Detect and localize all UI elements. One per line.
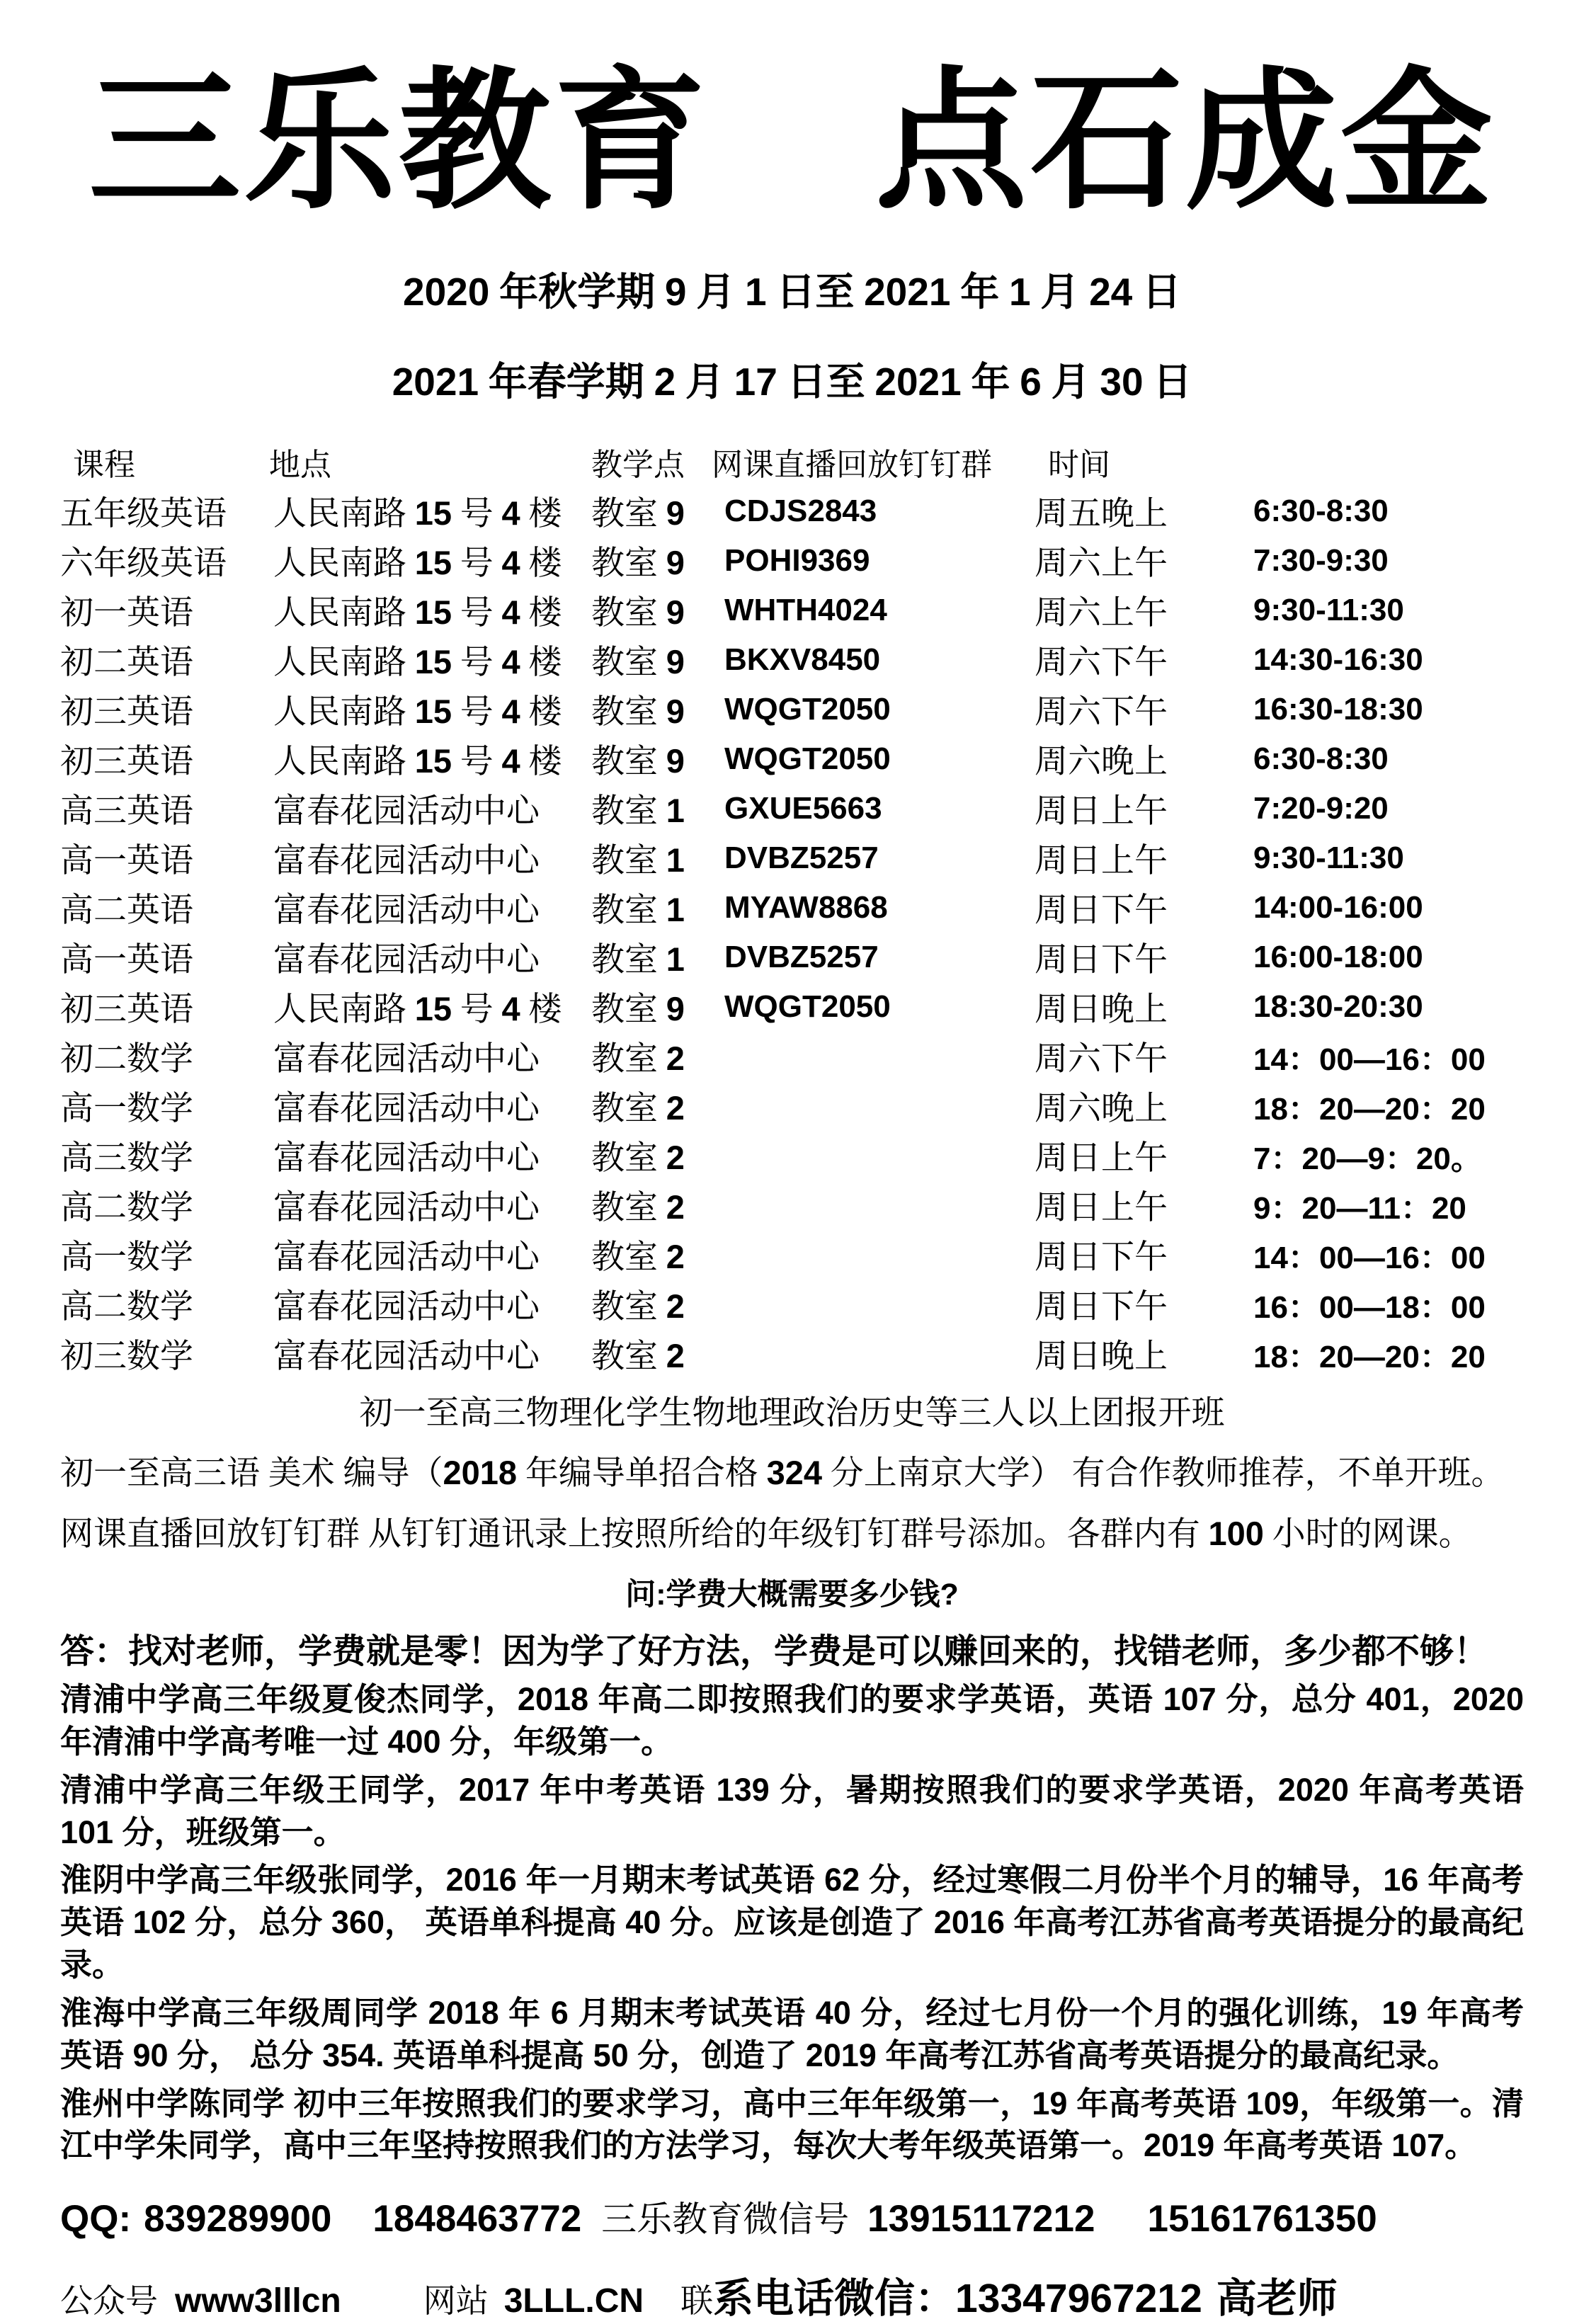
classroom-cell: 教室 2 bbox=[591, 1337, 685, 1375]
header-location: 地点 bbox=[269, 447, 331, 482]
classroom-cell: 教室 9 bbox=[591, 593, 685, 632]
time-cell: 9：20—11：20 bbox=[1253, 1190, 1466, 1226]
course-cell: 高二数学 bbox=[60, 1190, 193, 1226]
phone-label-prefix: 联 bbox=[680, 2282, 714, 2320]
day-cell: 周六晚上 bbox=[1035, 1090, 1168, 1127]
time-cell: 14:30-16:30 bbox=[1253, 642, 1423, 677]
day-cell: 周日晚上 bbox=[1035, 991, 1168, 1028]
wechat-number: 15161761350 bbox=[1147, 2198, 1377, 2240]
course-cell: 初三英语 bbox=[60, 694, 193, 731]
course-cell: 高三英语 bbox=[60, 793, 193, 830]
location-cell: 富春花园活动中心 bbox=[273, 1239, 540, 1276]
day-cell: 周六晚上 bbox=[1035, 744, 1168, 780]
time-cell: 16:00-18:00 bbox=[1253, 939, 1423, 974]
tuition-answer: 答：找对老师，学费就是零！因为学了好方法，学费是可以赚回来的，找错老师，多少都不够！ bbox=[60, 1633, 1488, 1670]
time-cell: 7:20-9:20 bbox=[1253, 790, 1389, 826]
classroom-cell: 教室 9 bbox=[591, 742, 685, 780]
course-cell: 高一数学 bbox=[60, 1090, 193, 1127]
table-row bbox=[60, 883, 1524, 933]
dingtalk-group-cell: WQGT2050 bbox=[724, 741, 891, 776]
day-cell: 周日下午 bbox=[1035, 892, 1168, 929]
dingtalk-group-cell: WQGT2050 bbox=[724, 989, 891, 1024]
tuition-question: 问:学费大概需要多少钱? bbox=[625, 1578, 959, 1612]
course-cell: 初三数学 bbox=[60, 1338, 193, 1375]
classroom-cell: 教室 9 bbox=[591, 494, 685, 532]
header-time: 时间 bbox=[1048, 447, 1110, 482]
dingtalk-note: 网课直播回放钉钉群 从钉钉通讯录上按照所给的年级钉钉群号添加。各群内有 100 小时的网课。 bbox=[60, 1514, 1472, 1553]
dingtalk-group-cell: WHTH4024 bbox=[724, 592, 887, 627]
footer-contact-line bbox=[60, 2266, 1524, 2324]
time-cell: 9:30-11:30 bbox=[1253, 592, 1404, 627]
header-dingtalk-group: 网课直播回放钉钉群 bbox=[712, 447, 992, 482]
official-account-label: 公众号 bbox=[60, 2282, 158, 2320]
time-cell: 6:30-8:30 bbox=[1253, 493, 1389, 528]
day-cell: 周日晚上 bbox=[1035, 1338, 1168, 1375]
dingtalk-group-cell: DVBZ5257 bbox=[724, 840, 879, 875]
time-cell: 14:00-16:00 bbox=[1253, 889, 1423, 925]
table-row bbox=[60, 1230, 1524, 1280]
testimonial-paragraph: 淮阴中学高三年级张同学，2016 年一月期末考试英语 62 分，经过寒假二月份半个月的辅导，16 年高考英语 102 分，总分 360， 英语单科提高 40 分。应该是创造了 2016 年高考江苏省高考英语提分的最高纪录。 bbox=[60, 1862, 1524, 1983]
time-cell: 6:30-8:30 bbox=[1253, 741, 1389, 776]
table-row bbox=[60, 486, 1524, 536]
testimonial-paragraph: 淮州中学陈同学 初中三年按照我们的要求学习，高中三年年级第一，19 年高考英语 109，年级第一。清江中学朱同学，高中三年坚持按照我们的方法学习，每次大考年级英语第一。2019 年高考英语 107。 bbox=[60, 2085, 1524, 2164]
course-cell: 高二数学 bbox=[60, 1289, 193, 1326]
semester-dates-spring: 2021 年春学期 2 月 17 日至 2021 年 6 月 30 日 bbox=[392, 360, 1192, 404]
location-cell: 富春花园活动中心 bbox=[273, 892, 540, 929]
art-course-note: 初一至高三语 美术 编导（2018 年编导单招合格 324 分上南京大学） 有合作教师推荐，不单开班。 bbox=[60, 1454, 1505, 1492]
testimonial-paragraph: 清浦中学高三年级夏俊杰同学，2018 年高二即按照我们的要求学英语，英语 107 分，总分 401，2020 年清浦中学高考唯一过 400 分，年级第一。 bbox=[60, 1681, 1524, 1760]
day-cell: 周六上午 bbox=[1035, 595, 1168, 632]
page-title bbox=[60, 0, 1524, 242]
time-cell: 18：20—20：20 bbox=[1253, 1091, 1486, 1127]
table-row bbox=[60, 833, 1524, 883]
table-row bbox=[60, 1131, 1524, 1180]
location-cell: 富春花园活动中心 bbox=[273, 1140, 540, 1177]
location-cell: 富春花园活动中心 bbox=[273, 843, 540, 879]
classroom-cell: 教室 1 bbox=[591, 940, 685, 979]
location-cell: 人民南路 15 号 4 楼 bbox=[273, 593, 562, 632]
official-account-value: www3lllcn bbox=[175, 2282, 341, 2320]
classroom-cell: 教室 2 bbox=[591, 1139, 685, 1177]
location-cell: 富春花园活动中心 bbox=[273, 793, 540, 830]
group-class-note: 初一至高三物理化学生物地理政治历史等三人以上团报开班 bbox=[359, 1394, 1225, 1432]
day-cell: 周日上午 bbox=[1035, 1140, 1168, 1177]
course-cell: 五年级英语 bbox=[60, 496, 227, 532]
classroom-cell: 教室 2 bbox=[591, 1287, 685, 1326]
teacher-name: 高老师 bbox=[1216, 2276, 1338, 2322]
classroom-cell: 教室 9 bbox=[591, 990, 685, 1028]
schedule-header-row bbox=[60, 437, 1524, 486]
classroom-cell: 教室 1 bbox=[591, 792, 685, 830]
phone-number: 系电话微信：13347967212 bbox=[713, 2276, 1202, 2322]
day-cell: 周日上午 bbox=[1035, 843, 1168, 879]
dingtalk-group-cell: CDJS2843 bbox=[724, 493, 877, 528]
course-cell: 初二数学 bbox=[60, 1041, 193, 1078]
classroom-cell: 教室 2 bbox=[591, 1238, 685, 1276]
course-cell: 高一数学 bbox=[60, 1239, 193, 1276]
table-row bbox=[60, 734, 1524, 784]
location-cell: 富春花园活动中心 bbox=[273, 1041, 540, 1078]
day-cell: 周日上午 bbox=[1035, 793, 1168, 830]
classroom-cell: 教室 9 bbox=[591, 544, 685, 582]
course-cell: 高一英语 bbox=[60, 843, 193, 879]
qq-label: QQ: bbox=[60, 2198, 132, 2240]
day-cell: 周六下午 bbox=[1035, 694, 1168, 731]
day-cell: 周六下午 bbox=[1035, 644, 1168, 681]
location-cell: 人民南路 15 号 4 楼 bbox=[273, 494, 562, 532]
table-row bbox=[60, 784, 1524, 833]
classroom-cell: 教室 2 bbox=[591, 1188, 685, 1226]
qq-contact-line bbox=[60, 2191, 1524, 2242]
header-teaching-point: 教学点 bbox=[591, 447, 685, 482]
time-cell: 7:30-9:30 bbox=[1253, 542, 1389, 578]
table-row bbox=[60, 635, 1524, 685]
location-cell: 人民南路 15 号 4 楼 bbox=[273, 643, 562, 681]
time-cell: 16：00—18：00 bbox=[1253, 1289, 1486, 1325]
wechat-label: 三乐教育微信号 bbox=[601, 2199, 850, 2240]
table-row bbox=[60, 536, 1524, 586]
semester-dates-fall: 2020 年秋学期 9 月 1 日至 2021 年 1 月 24 日 bbox=[402, 269, 1182, 314]
classroom-cell: 教室 1 bbox=[591, 891, 685, 929]
time-cell: 7：20—9：20。 bbox=[1253, 1141, 1482, 1176]
dingtalk-group-cell: DVBZ5257 bbox=[724, 939, 879, 974]
table-row bbox=[60, 586, 1524, 635]
testimonial-paragraph: 清浦中学高三年级王同学，2017 年中考英语 139 分，暑期按照我们的要求学英语，2020 年高考英语 101 分，班级第一。 bbox=[60, 1771, 1524, 1850]
brand-slogan: 点石成金 bbox=[875, 58, 1495, 227]
wechat-number: 13915117212 bbox=[867, 2198, 1095, 2240]
table-row bbox=[60, 982, 1524, 1032]
day-cell: 周六上午 bbox=[1035, 545, 1168, 582]
website-label: 网站 bbox=[423, 2282, 489, 2320]
classroom-cell: 教室 9 bbox=[591, 643, 685, 681]
dingtalk-group-cell: MYAW8868 bbox=[724, 889, 888, 925]
location-cell: 人民南路 15 号 4 楼 bbox=[273, 990, 562, 1028]
classroom-cell: 教室 9 bbox=[591, 693, 685, 731]
classroom-cell: 教室 2 bbox=[591, 1039, 685, 1078]
testimonial-paragraph: 淮海中学高三年级周同学 2018 年 6 月期末考试英语 40 分，经过七月份一个月的强化训练，19 年高考英语 90 分， 总分 354. 英语单科提高 50 分，创造了 2019 年高考江苏省高考英语提分的最高纪录。 bbox=[60, 1994, 1524, 2073]
time-cell: 18：20—20：20 bbox=[1253, 1339, 1486, 1374]
day-cell: 周五晚上 bbox=[1035, 496, 1168, 532]
dingtalk-group-cell: GXUE5663 bbox=[724, 790, 882, 826]
location-cell: 富春花园活动中心 bbox=[273, 1289, 540, 1326]
location-cell: 富春花园活动中心 bbox=[273, 1090, 540, 1127]
dingtalk-group-cell: WQGT2050 bbox=[724, 691, 891, 727]
course-cell: 高二英语 bbox=[60, 892, 193, 929]
course-cell: 初三英语 bbox=[60, 744, 193, 780]
course-cell: 初一英语 bbox=[60, 595, 193, 632]
table-row bbox=[60, 933, 1524, 982]
table-row bbox=[60, 1032, 1524, 1081]
location-cell: 富春花园活动中心 bbox=[273, 942, 540, 979]
day-cell: 周日上午 bbox=[1035, 1190, 1168, 1226]
table-row bbox=[60, 1280, 1524, 1329]
classroom-cell: 教室 1 bbox=[591, 841, 685, 879]
table-row bbox=[60, 685, 1524, 734]
time-cell: 9:30-11:30 bbox=[1253, 840, 1404, 875]
course-cell: 六年级英语 bbox=[60, 545, 227, 582]
day-cell: 周日下午 bbox=[1035, 942, 1168, 979]
classroom-cell: 教室 2 bbox=[591, 1089, 685, 1127]
dingtalk-group-cell: POHI9369 bbox=[724, 542, 870, 578]
table-row bbox=[60, 1180, 1524, 1230]
time-cell: 18:30-20:30 bbox=[1253, 989, 1423, 1024]
brand-name: 三乐教育 bbox=[89, 58, 709, 227]
schedule-table bbox=[60, 437, 1524, 1379]
location-cell: 人民南路 15 号 4 楼 bbox=[273, 544, 562, 582]
location-cell: 富春花园活动中心 bbox=[273, 1338, 540, 1375]
day-cell: 周六下午 bbox=[1035, 1041, 1168, 1078]
course-cell: 初二英语 bbox=[60, 644, 193, 681]
course-cell: 高一英语 bbox=[60, 942, 193, 979]
day-cell: 周日下午 bbox=[1035, 1239, 1168, 1276]
time-cell: 16:30-18:30 bbox=[1253, 691, 1423, 727]
website-value: 3LLL.CN bbox=[503, 2282, 644, 2320]
header-course: 课程 bbox=[73, 447, 135, 482]
table-row bbox=[60, 1081, 1524, 1131]
location-cell: 富春花园活动中心 bbox=[273, 1190, 540, 1226]
table-row bbox=[60, 1329, 1524, 1379]
schedule-body bbox=[60, 486, 1524, 1379]
location-cell: 人民南路 15 号 4 楼 bbox=[273, 742, 562, 780]
day-cell: 周日下午 bbox=[1035, 1289, 1168, 1326]
time-cell: 14：00—16：00 bbox=[1253, 1042, 1486, 1077]
location-cell: 人民南路 15 号 4 楼 bbox=[273, 693, 562, 731]
dingtalk-group-cell: BKXV8450 bbox=[724, 642, 881, 677]
course-cell: 初三英语 bbox=[60, 991, 193, 1028]
course-cell: 高三数学 bbox=[60, 1140, 193, 1177]
qq-number: 1848463772 bbox=[372, 2198, 582, 2240]
time-cell: 14：00—16：00 bbox=[1253, 1240, 1486, 1275]
qq-number: 839289900 bbox=[144, 2198, 332, 2240]
